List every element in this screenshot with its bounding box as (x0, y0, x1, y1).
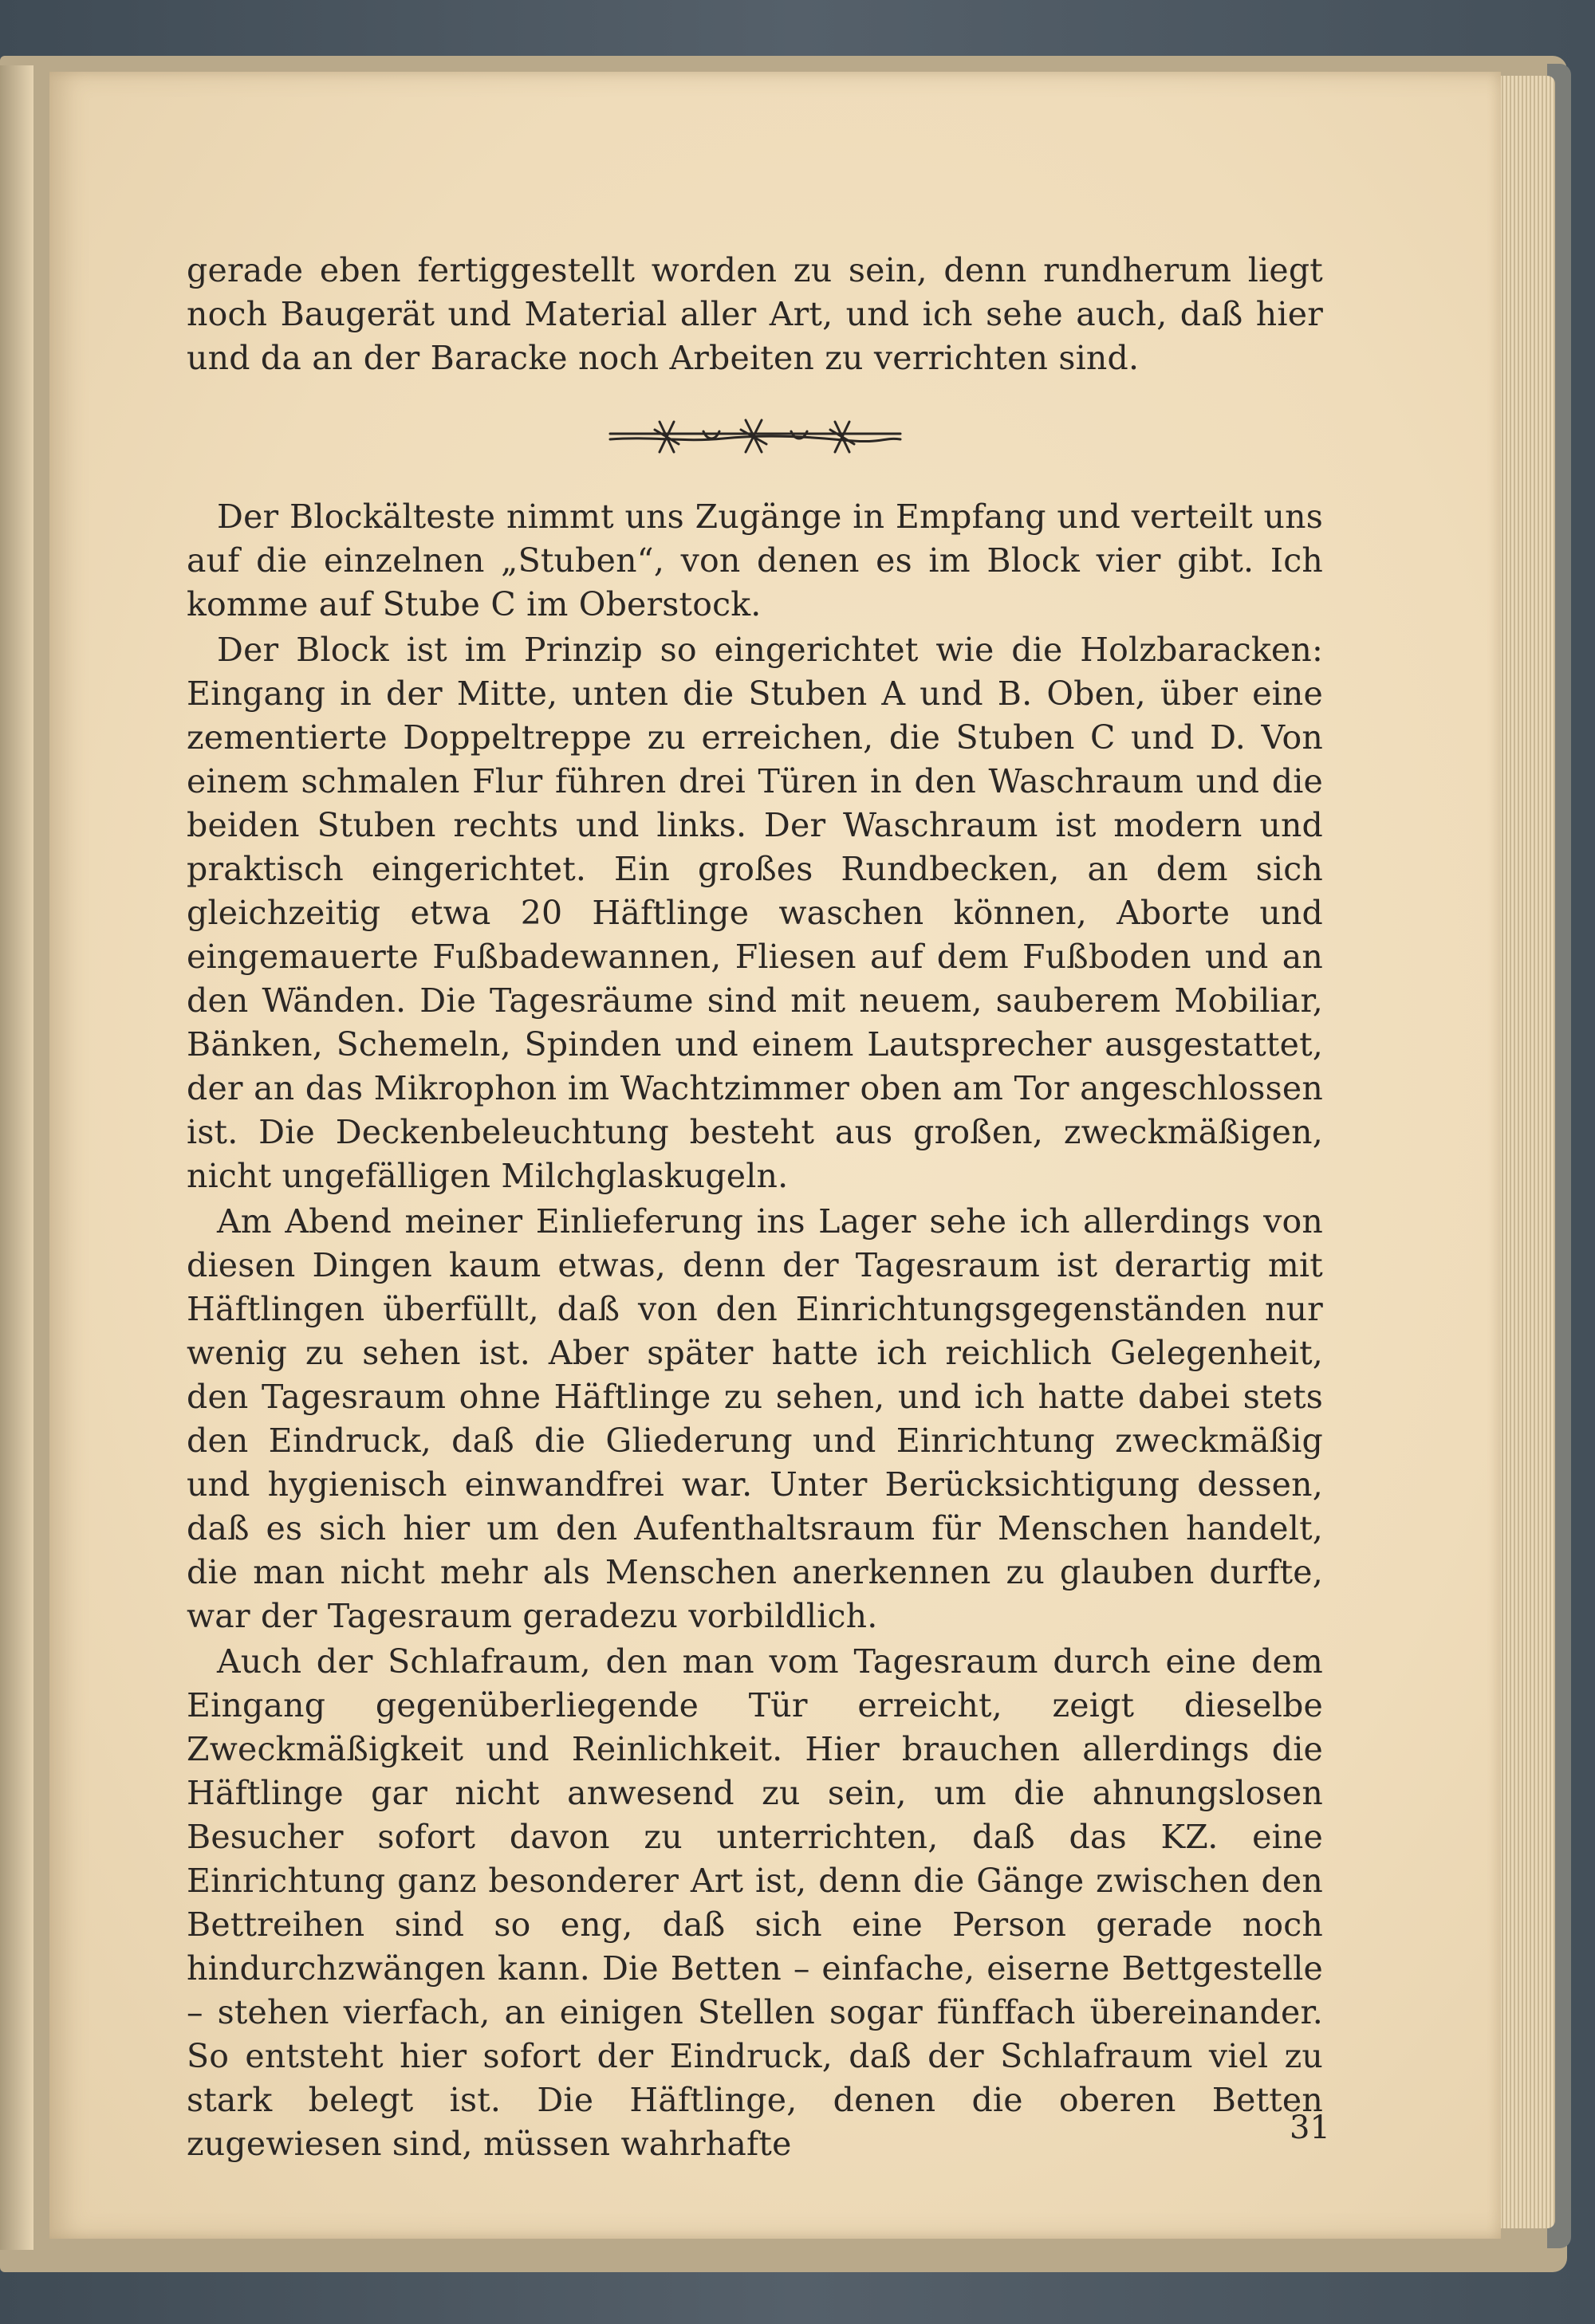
book-spine-edge (0, 65, 33, 2250)
paragraph-block-elder: Der Blockälteste nimmt uns Zugänge in Empfang und verteilt uns auf die einzelnen „Stuben“, von denen es im Block vier gibt. Ich komme auf Stube C im Oberstock. (187, 497, 1323, 623)
page-number: 31 (1290, 2110, 1330, 2146)
paragraph-block-layout: Der Block ist im Prinzip so eingerichtet wie die Holzbaracken: Eingang in der Mitte, unten die Stuben A und B. Oben, über eine zementierte Doppeltreppe zu erreichen, die Stuben C und D. Von einem schmalen Flur führen drei Türen in den Waschraum und die beiden Stuben rechts und links. Der Waschraum ist modern und praktisch eingerichtet. Ein großes Rundbecken, an dem sich gleichzeitig etwa 20 Häftlinge waschen können, Aborte und eingemauerte Fußbadewannen, Fliesen auf dem Fußboden und an den Wänden. Die Tagesräume sind mit neuem, sauberem Mobiliar, Bänken, Schemeln, Spinden und einem Lautsprecher ausgestattet, der an das Mikrophon im Wachtzimmer oben am Tor angeschlossen ist. Die Deckenbeleuchtung besteht aus großen, zweckmäßigen, nicht ungefälligen Milchglaskugeln. (187, 631, 1323, 1195)
paragraph-evening-arrival: Am Abend meiner Einlieferung ins Lager sehe ich allerdings von diesen Dingen kaum etwas, denn der Tagesraum ist derartig mit Häftlingen überfüllt, daß von den Einrichtungsgegenständen nur wenig zu sehen ist. Aber später hatte ich reichlich Gelegenheit, den Tagesraum ohne Häftlinge zu sehen, und ich hatte dabei stets den Eindruck, daß die Gliederung und Einrichtung zweckmäßig und hygienisch einwandfrei war. Unter Berücksichtigung dessen, daß es sich hier um den Aufenthaltsraum für Menschen handelt, die man nicht mehr als Menschen anerkennen zu glauben durfte, war der Tagesraum geradezu vorbildlich. (187, 1202, 1323, 1635)
barbed-wire-ornament-icon (604, 412, 907, 460)
paragraph-dormitory: Auch der Schlafraum, den man vom Tagesraum durch eine dem Eingang gegenüberliegende Tür erreicht, zeigt dieselbe Zweckmäßigkeit und Reinlichkeit. Hier brauchen allerdings die Häftlinge gar nicht anwesend zu sein, um die ahnungslosen Besucher sofort davon zu unterrichten, daß das KZ. eine Einrichtung ganz besonderer Art ist, denn die Gänge zwischen den Bettreihen sind so eng, daß sich eine Person gerade noch hindurchzwängen kann. Die Betten – einfache, eiserne Bettgestelle – stehen vierfach, an einigen Stellen sogar fünffach übereinander. So entsteht hier sofort der Eindruck, daß der Schlafraum viel zu stark belegt ist. Die Häftlinge, denen die oberen Betten zugewiesen sind, müssen wahrhafte (187, 1642, 1323, 2163)
page-text-block (187, 249, 1330, 2166)
opening-paragraph: gerade eben fertiggestellt worden zu sein, denn rundherum liegt noch Baugerät und Material aller Art, und ich sehe auch, daß hier und da an der Baracke noch Arbeiten zu verrichten sind. (187, 251, 1323, 377)
book-page (49, 72, 1501, 2239)
page-stack-edges (1491, 76, 1555, 2228)
